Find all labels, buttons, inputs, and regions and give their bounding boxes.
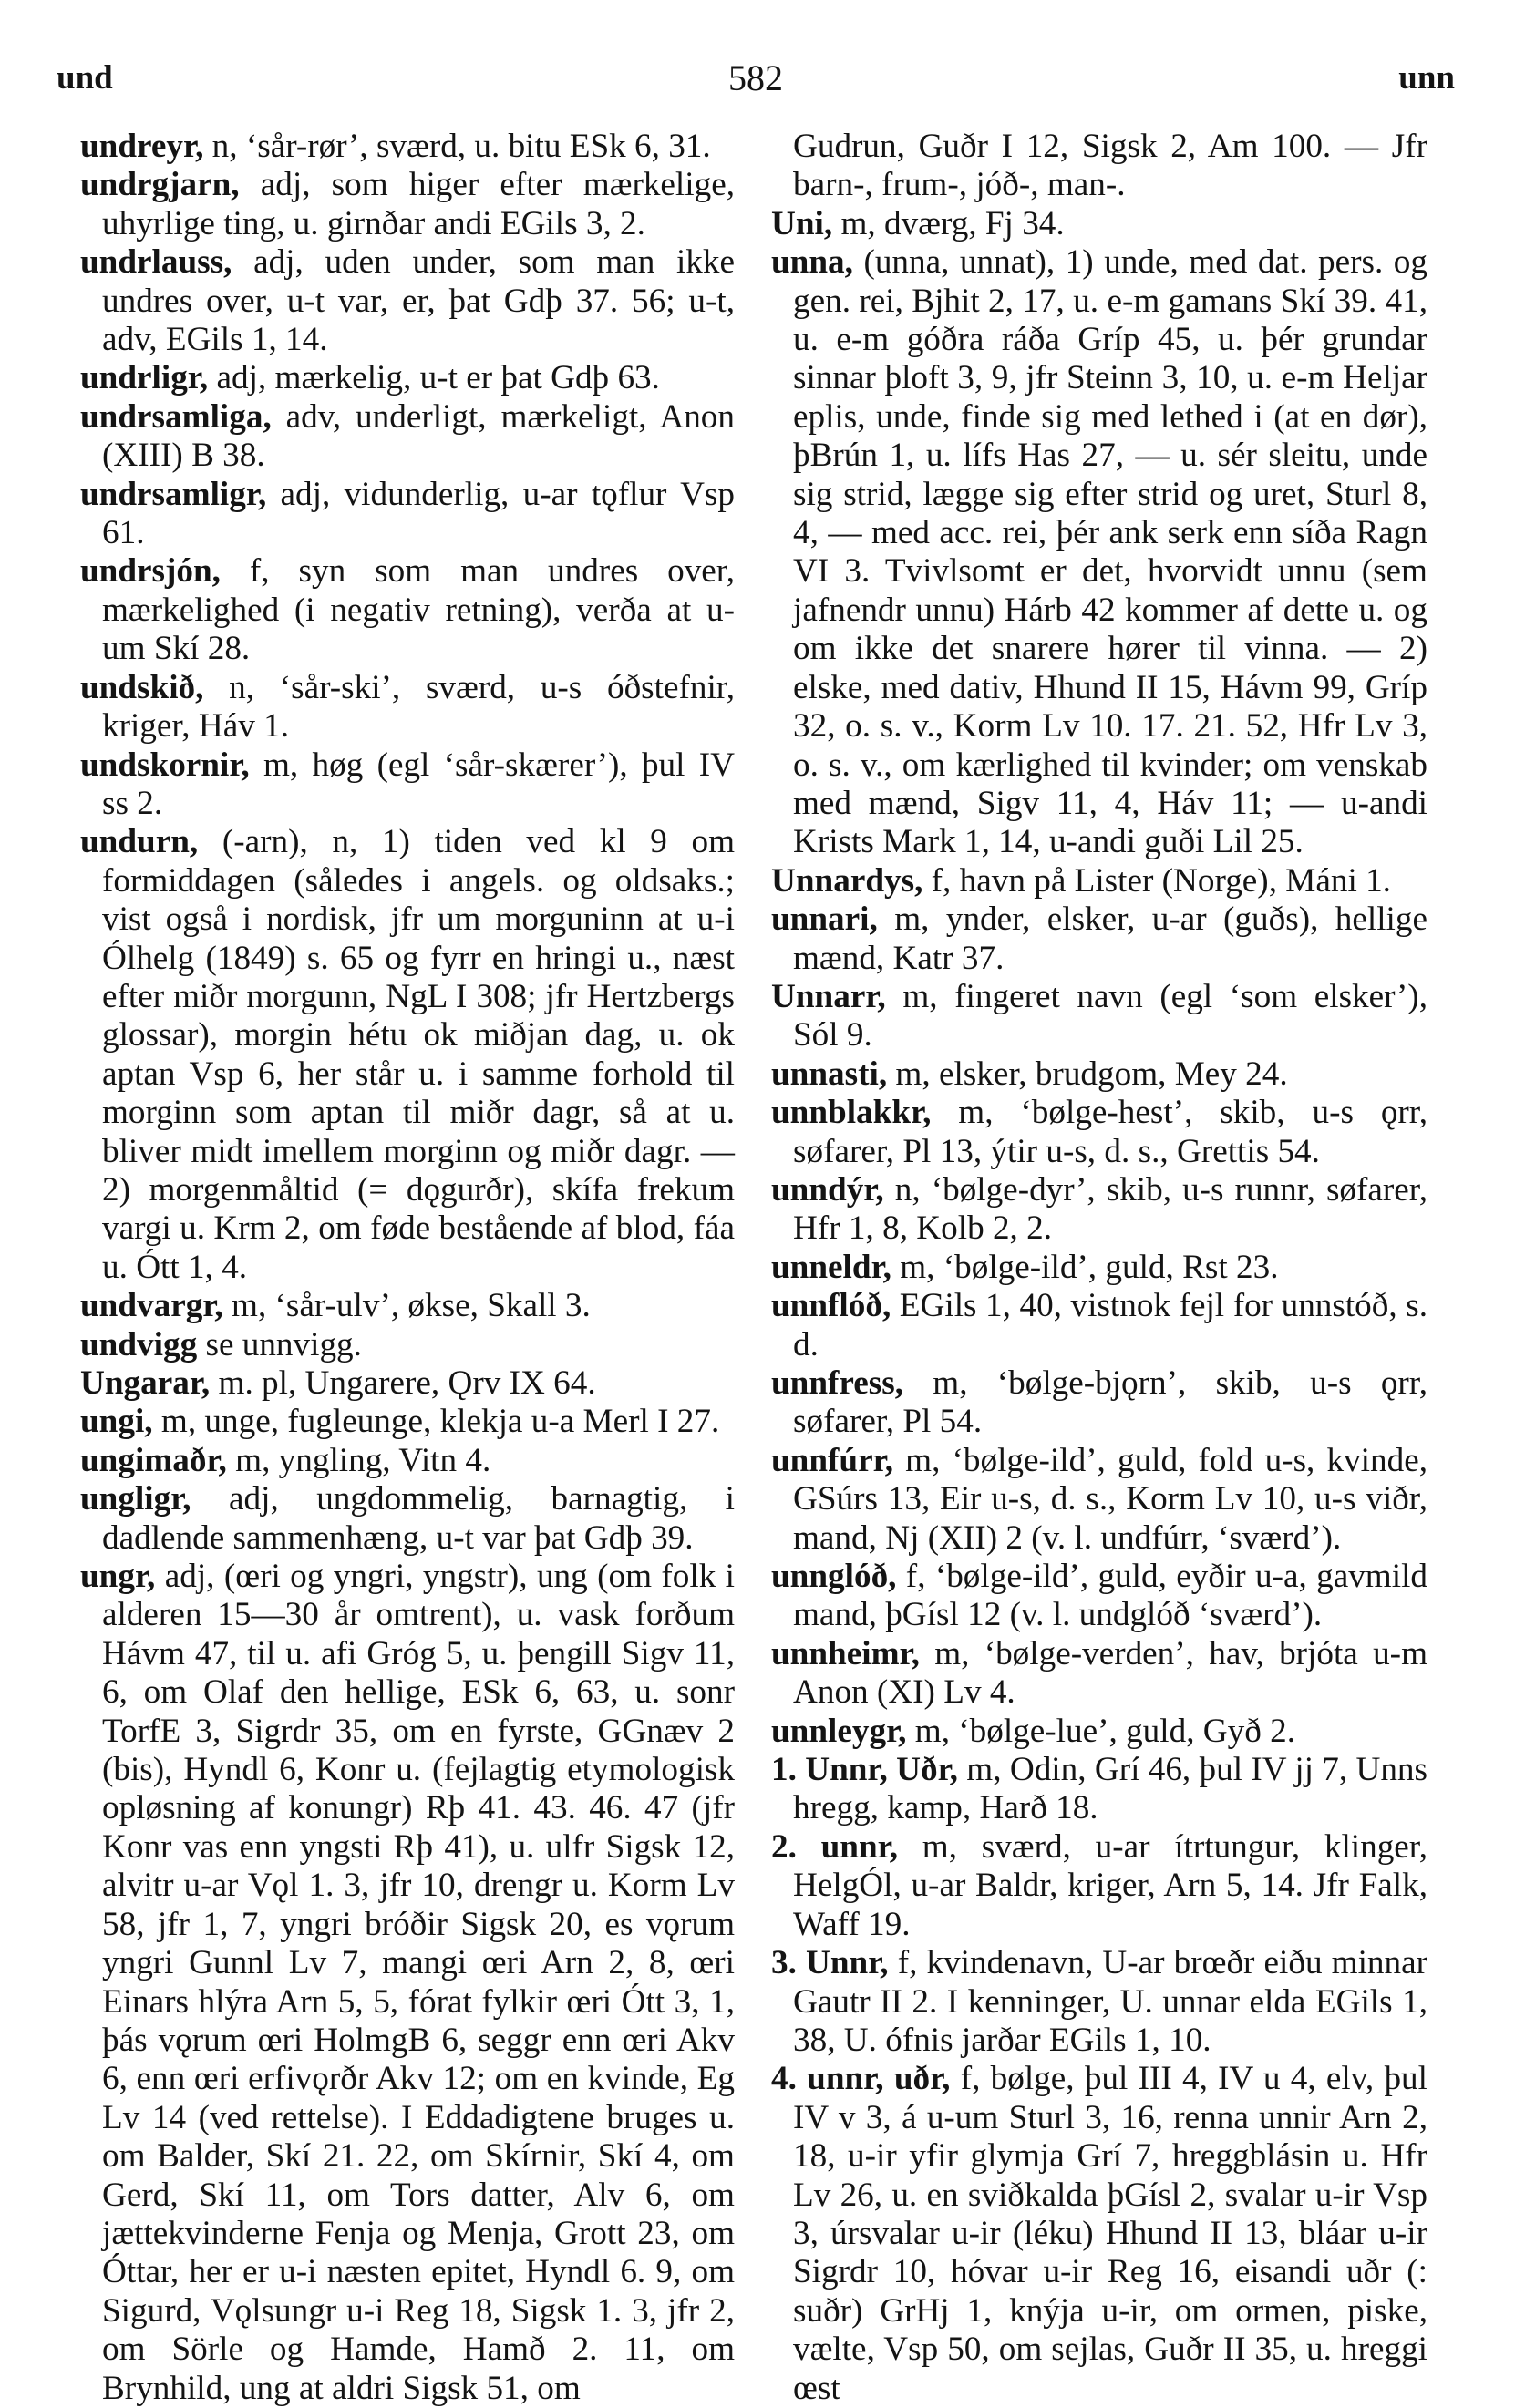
headword: Ungarar, (80, 1364, 211, 1402)
headword: 3. Unnr, (771, 1944, 889, 1982)
entry-text: adj, mærkelig, u-t er þat Gdþ 63. (208, 359, 660, 397)
headword: Uni, (771, 204, 833, 242)
entry-text: n, ‘sår-rør’, sværd, u. bitu ESk 6, 31. (203, 128, 711, 165)
entry-text: f, ‘bølge-ild’, guld, eyðir u-a, gavmild mand, þGísl 12 (v. l. undglóð ‘sværd’). (793, 1558, 1427, 1634)
headword: unneldr, (771, 1248, 891, 1286)
dictionary-entry (771, 1094, 1427, 1171)
dictionary-entry (771, 1713, 1427, 1751)
headword: undrligr, (80, 359, 209, 397)
dictionary-entry (771, 1944, 1427, 2060)
headword: undrsamligr, (80, 475, 267, 513)
dictionary-entry (80, 1403, 735, 1441)
entry-text: m, ‘bølge-verden’, hav, brjóta u-m Anon (XI) Lv 4. (793, 1634, 1427, 1712)
headword: Unnarr, (771, 977, 886, 1015)
entry-text: m, ‘bølge-ild’, guld, fold u-s, kvinde, GSúrs 13, Eir u-s, d. s., Korm Lv 10, u-s viðr, mand, Nj (XII) 2 (v. l. undfúrr, ‘sværd’). (793, 1441, 1427, 1557)
entry-text: m, ‘sår-ulv’, økse, Skall 3. (222, 1287, 591, 1325)
dictionary-entry (80, 823, 735, 1287)
page-number: 582 (728, 57, 783, 98)
headword: undrsamliga, (80, 397, 272, 436)
entry-text: se unnvigg. (197, 1325, 362, 1364)
entry-text: m, ynder, elsker, u-ar (guðs), hellige mænd, Katr 37. (793, 900, 1427, 977)
headword: Unnardys, (771, 861, 923, 900)
dictionary-entry (80, 669, 735, 746)
headword: undskornir, (80, 746, 250, 784)
header-first-word: und (57, 59, 113, 97)
entry-text: m, yngling, Vitn 4. (226, 1441, 491, 1479)
dictionary-entry (80, 359, 735, 397)
entry-text: n, ‘bølge-dyr’, skib, u-s runnr, søfarer, Hfr 1, 8, Kolb 2, 2. (793, 1170, 1427, 1248)
dictionary-entry (771, 1171, 1427, 1249)
headword: 2. unnr, (771, 1827, 899, 1866)
entry-text: m, elsker, brudgom, Mey 24. (887, 1055, 1288, 1093)
headword: undrlauss, (80, 243, 232, 282)
entry-text: m, ‘bølge-bjǫrn’, skib, u-s ǫrr, søfarer, Pl 54. (793, 1364, 1427, 1441)
dictionary-entry (80, 1480, 735, 1558)
entry-text: f, havn på Lister (Norge), Máni 1. (922, 861, 1391, 900)
entry-text: m, fingeret navn (egl ‘som elsker’), Sól 9. (793, 977, 1427, 1055)
dictionary-entry (771, 1828, 1427, 1944)
dictionary-entry (771, 1558, 1427, 1635)
headword: undskið, (80, 668, 204, 706)
entry-text: adj, vidunderlig, u-ar tǫflur Vsp 61. (102, 475, 735, 552)
headword: unnflóð, (771, 1287, 891, 1325)
entry-text: m, dværg, Fj 34. (832, 204, 1065, 242)
dictionary-entry (80, 1326, 735, 1364)
dictionary-entry (80, 128, 735, 166)
headword: unnleygr, (771, 1712, 907, 1750)
headword: unna, (771, 243, 853, 282)
entry-text: adj, uden under, som man ikke undres over, u-t var, er, þat Gdþ 37. 56; u-t, adv, EGils 1, 14. (102, 243, 735, 359)
headword: 4. unnr, uðr, (771, 2060, 951, 2098)
entry-text: EGils 1, 40, vistnok fejl for unnstóð, s. d. (793, 1287, 1427, 1364)
entry-text: adj, (œri og yngri, yngstr), ung (om folk i alderen 15—30 år omtrent), u. vask forðum Hávm 47, til u. afi Gróg 5, u. þengill Sigv 11, 6, om Olaf den hellige, ESk 6, 63, u. sonr TorfE 3, Sigrdr 35, om en fyrste, GGnæv 2 (bis), Hyndl 6, Konr u. (fejlagtig etymologisk opløsning af konungr) Rþ 41. 43. 46. 47 (jfr Konr vas enn yngsti Rþ 41), u. ulfr Sigsk 12, alvitr u-ar Vǫl 1. 3, jfr 10, drengr u. Korm Lv 58, jfr 1, 7, yngri bróðir Sigsk 20, es vǫrum yngri Gunnl Lv 7, mangi œri Arn 2, 8, œri Einars hlýra Arn 5, 5, fórat fylkir œri Ótt 3, 1, þás vǫrum œri HolmgB 6, seggr enn œri Akv 6, enn œri erfivǫrðr Akv 12; om en kvinde, Eg Lv 14 (ved rettelse). I Eddadigtene bruges u. om Balder, Skí 21. 22, om Skírnir, Skí 4, om Gerd, Skí 11, om Tors datter, Alv 6, om jættekvinderne Fenja og Menja, Grott 23, om Óttar, her er u-i næsten epitet, Hyndl 6. 9, om Sigurd, Vǫlsungr u-i Reg 18, Sigsk 1. 3, jfr 2, om Sörle og Hamde, Hamð 2. 11, om Brynhild, ung at aldri Sigsk 51, om (102, 1558, 735, 2407)
entry-text: (-arn), n, 1) tiden ved kl 9 om formiddagen (således i angels. og oldsaks.; vist også i nordisk, jfr um morguninn at u-i Ólhelg (1849) s. 65 og fyrr en hringi u., næst efter miðr morgunn, NgL I 308; jfr Hertzbergs glossar), morgin hétu ok miðjan dag, u. ok aptan Vsp 6, her står u. i samme forhold til morginn som aptan til miðr dagr, så at u. bliver midt imellem morginn og miðr dagr. — 2) morgenmåltid (= dǫgurðr), skífa frekum vargi u. Krm 2, om føde bestående af blod, fáa u. Ótt 1, 4. (102, 823, 735, 1286)
headword: undvargr, (80, 1287, 223, 1325)
entry-text: m, høg (egl ‘sår-skærer’), þul IV ss 2. (102, 746, 735, 822)
entry-text: m, ‘bølge-ild’, guld, Rst 23. (891, 1248, 1279, 1286)
dictionary-entry (80, 1558, 735, 2408)
headword: undreyr, (80, 128, 204, 165)
headword: ungr, (80, 1558, 156, 1596)
headword: unnasti, (771, 1055, 888, 1093)
entry-text: m, ‘bølge-hest’, skib, u-s ǫrr, søfarer, Pl 13, ýtir u-s, d. s., Grettis 54. (793, 1094, 1427, 1170)
headword: unnari, (771, 900, 878, 939)
entry-text: m, Odin, Grí 46, þul IV jj 7, Unns hregg, kamp, Harð 18. (793, 1751, 1427, 1827)
headword: undrsjón, (80, 552, 221, 591)
dictionary-entry (80, 166, 735, 243)
dictionary-entry (80, 398, 735, 476)
dictionary-entry (771, 1249, 1427, 1287)
entry-text: m, ‘bølge-lue’, guld, Gyð 2. (906, 1712, 1296, 1750)
dictionary-entry (771, 900, 1427, 978)
headword: 1. Unnr, Uðr, (771, 1751, 958, 1789)
headword: undrgjarn, (80, 166, 240, 204)
dictionary-entry (80, 746, 735, 824)
entry-text: Gudrun, Guðr I 12, Sigsk 2, Am 100. — Jfr barn-, frum-, jóð-, man-. (793, 128, 1427, 204)
dictionary-entry (771, 1751, 1427, 1828)
dictionary-entry (80, 1287, 735, 1325)
entry-text: n, ‘sår-ski’, sværd, u-s óðstefnir, kriger, Háv 1. (102, 668, 735, 746)
dictionary-entry (80, 243, 735, 359)
header-last-word: unn (1398, 59, 1455, 97)
dictionary-entry (771, 1287, 1427, 1364)
dictionary-entry (771, 1055, 1427, 1094)
entry-text: f, syn som man undres over, mærkelighed (i negativ retning), verða at u-um Skí 28. (102, 552, 735, 668)
entry-text: adj, som higer efter mærkelige, uhyrlige ting, u. girnðar andi EGils 3, 2. (102, 166, 735, 242)
headword: unndýr, (771, 1170, 884, 1209)
left-column (80, 128, 735, 2407)
dictionary-entry (771, 1635, 1427, 1713)
dictionary-entry (80, 1364, 735, 1403)
running-header (57, 51, 1455, 106)
entry-text: adv, underligt, mærkeligt, Anon (XIII) B 38. (102, 397, 735, 475)
dictionary-entry (80, 476, 735, 553)
headword: ungi, (80, 1403, 153, 1441)
entry-text: m, unge, fugleunge, klekja u-a Merl I 27. (152, 1403, 720, 1441)
dictionary-entry (771, 1442, 1427, 1558)
dictionary-entry (771, 243, 1427, 862)
right-column (771, 128, 1428, 2407)
headword: undvigg (80, 1325, 198, 1364)
entry-text: f, kvindenavn, U-ar brœðr eiðu minnar Gautr II 2. I kenninger, U. unnar elda EGils 1, 38, U. ófnis jarðar EGils 1, 10. (793, 1944, 1428, 2059)
entry-text: f, bølge, þul III 4, IV u 4, elv, þul IV v 3, á u-um Sturl 3, 16, renna unnir Arn 2, 18, u-ir yfir glymja Grí 7, hreggblásin u. Hfr Lv 26, u. en sviðkalda þGísl 2, svalar u-ir Vsp 3, úrsvalar u-ir (léku) Hhund II 13, bláar u-ir Sigrdr 10, hóvar u-ir Reg 16, eisandi uðr (: suðr) GrHj 1, knýja u-ir, om ormen, piske, vælte, Vsp 50, om sejlas, Guðr II 35, u. hreggi œst (793, 2060, 1427, 2407)
dictionary-entry (771, 128, 1427, 205)
headword: unnglóð, (771, 1558, 897, 1596)
headword: unnfress, (771, 1364, 904, 1402)
entry-text: adj, ungdommelig, barnagtig, i dadlende sammenhæng, u-t var þat Gdþ 39. (102, 1480, 735, 1557)
headword: ungligr, (80, 1480, 191, 1518)
dictionary-entry (771, 1364, 1427, 1442)
dictionary-entry (771, 862, 1427, 900)
dictionary-entry (80, 1442, 735, 1480)
headword: unnheimr, (771, 1634, 920, 1672)
headword: unnblakkr, (771, 1094, 932, 1132)
entry-text: (unna, unnat), 1) unde, med dat. pers. og gen. rei, Bjhit 2, 17, u. e-m gamans Skí 39. 41, u. e-m góðra ráða Gríp 45, u. þér grundar sinnar þloft 3, 9, jfr Steinn 3, 10, u. e-m Heljar eplis, unde, finde sig med lethed i (at en dør), þBrún 1, u. lífs Has 27, — u. sér sleitu, unde sig strid, lægge sig efter strid og uret, Sturl 8, 4, — med acc. rei, þér ank serk enn síða Ragn VI 3. Tvivlsomt er det, hvorvidt unnu (sem jafnendr unnu) Hárb 42 kommer af dette u. og om ikke det snarere hører til vinna. — 2) elske, med dativ, Hhund II 15, Hávm 99, Gríp 32, o. s. v., Korm Lv 10. 17. 21. 52, Hfr Lv 3, o. s. v., om kærlighed til kvinder; om venskab med mænd, Sigv 11, 4, Háv 11; — u-andi Krists Mark 1, 14, u-andi guði Lil 25. (793, 243, 1427, 861)
headword: ungimaðr, (80, 1441, 227, 1479)
entry-text: m, sværd, u-ar ítrtungur, klinger, HelgÓl, u-ar Baldr, kriger, Arn 5, 14. Jfr Falk, Waff 19. (793, 1827, 1428, 1943)
dictionary-entry (771, 205, 1427, 243)
dictionary-entry (771, 978, 1427, 1055)
entry-text: m. pl, Ungarere, Ǫrv IX 64. (210, 1364, 596, 1402)
dictionary-entry (80, 552, 735, 668)
dictionary-entry (771, 2060, 1427, 2408)
headword: unnfúrr, (771, 1441, 894, 1479)
headword: undurn, (80, 823, 199, 861)
